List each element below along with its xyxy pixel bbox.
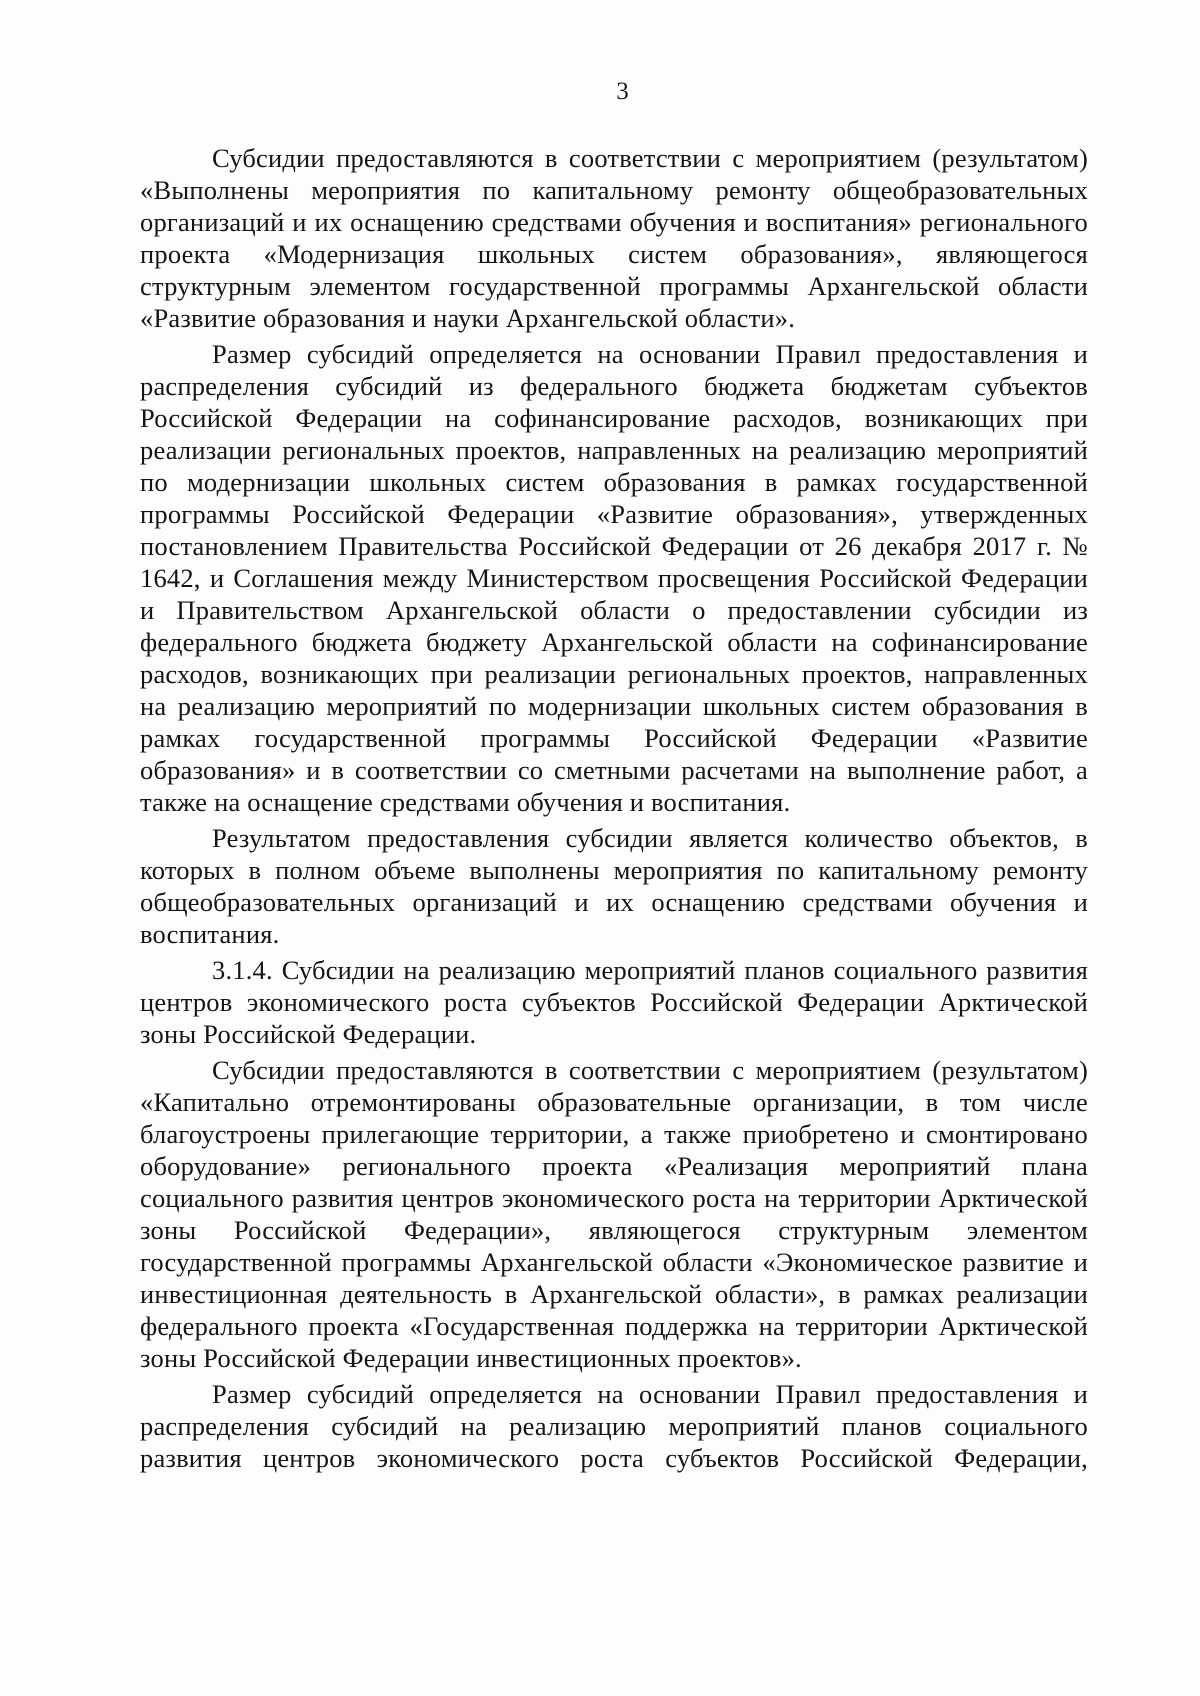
paragraph-subsidy-purpose: Субсидии предоставляются в соответствии с мероприятием (результатом) «Выполнены мероприятия по капитальному ремонту общеобразовательных организаций и их оснащению средствами обучения и воспитания» регионального проекта «Модернизация школьных систем образования», являющегося структурным элементом государственной программы Архангельской области «Развитие образования и науки Архангельской области». [140, 143, 1088, 333]
paragraph-subsidy-amount-rules: Размер субсидий определяется на основании Правил предоставления и распределения субсидий из федерального бюджета бюджетам субъектов Российской Федерации на софинансирование расходов, возникающих при реализации региональных проектов, направленных на реализацию мероприятий по модернизации школьных систем образования в рамках государственной программы Российской Федерации «Развитие образования», утвержденных постановлением Правительства Российской Федерации от 26 декабря 2017 г. № 1642, и Соглашения между Министерством просвещения Российской Федерации и Правительством Архангельской области о предоставлении субсидии из федерального бюджета бюджету Архангельской области на софинансирование расходов, возникающих при реализации региональных проектов, направленных на реализацию мероприятий по модернизации школьных систем образования в рамках государственной программы Российской Федерации «Развитие образования» и в соответствии со сметными расчетами на выполнение работ, а также на оснащение средствами обучения и воспитания. [140, 339, 1088, 817]
document-body [140, 142, 1088, 1476]
paragraph-arctic-subsidy-amount: Размер субсидий определяется на основании Правил предоставления и распределения субсидий на реализацию мероприятий планов социального развития центров экономического роста субъектов Российской Федерации, [140, 1379, 1088, 1473]
paragraph-subsidy-result: Результатом предоставления субсидии является количество объектов, в которых в полном объеме выполнены мероприятия по капитальному ремонту общеобразовательных организаций и их оснащению средствами обучения и воспитания. [140, 823, 1088, 949]
section-heading-3-1-4: 3.1.4. Субсидии на реализацию мероприятий планов социального развития центров экономического роста субъектов Российской Федерации Арктической зоны Российской Федерации. [140, 955, 1088, 1049]
page-number: 3 [616, 78, 629, 105]
paragraph-arctic-subsidy-purpose: Субсидии предоставляются в соответствии с мероприятием (результатом) «Капитально отремонтированы образовательные организации, в том числе благоустроены прилегающие территории, а также приобретено и смонтировано оборудование» регионального проекта «Реализация мероприятий плана социального развития центров экономического роста на территории Арктической зоны Российской Федерации», являющегося структурным элементом государственной программы Архангельской области «Экономическое развитие и инвестиционная деятельность в Архангельской области», в рамках реализации федерального проекта «Государственная поддержка на территории Арктической зоны Российской Федерации инвестиционных проектов». [140, 1055, 1088, 1373]
